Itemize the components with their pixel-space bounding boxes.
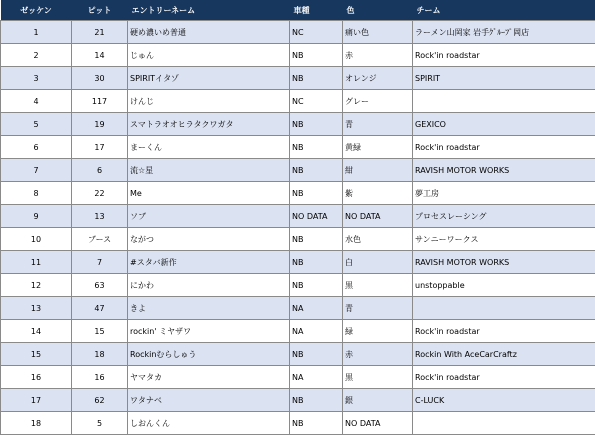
table-row	[1, 251, 595, 274]
cell-color: 紺	[343, 159, 413, 182]
cell-pit: 13	[72, 205, 128, 228]
cell-team: unstoppable	[413, 274, 595, 297]
table-row	[1, 320, 595, 343]
header-row	[1, 0, 595, 21]
table-row	[1, 67, 595, 90]
cell-entry-name: ヤマタカ	[128, 366, 290, 389]
cell-zekken: 16	[1, 366, 72, 389]
cell-entry-name: ワタナベ	[128, 389, 290, 412]
cell-pit: ブース	[72, 228, 128, 251]
cell-entry-name: Me	[128, 182, 290, 205]
cell-color: 赤	[343, 44, 413, 67]
cell-zekken: 10	[1, 228, 72, 251]
header-zekken: ゼッケン	[1, 0, 72, 21]
table-body	[1, 21, 595, 435]
cell-entry-name: まーくん	[128, 136, 290, 159]
cell-car-type: NB	[290, 136, 343, 159]
cell-team: SPIRIT	[413, 67, 595, 90]
table-row	[1, 159, 595, 182]
cell-color: 赤	[343, 343, 413, 366]
cell-entry-name: しおんくん	[128, 412, 290, 435]
cell-team: ラーメン山岡家 岩手ｸﾞﾙｰﾌﾟ岡店	[413, 21, 595, 44]
cell-entry-name: きよ	[128, 297, 290, 320]
cell-pit: 14	[72, 44, 128, 67]
cell-zekken: 8	[1, 182, 72, 205]
cell-color: グレー	[343, 90, 413, 113]
table-row	[1, 389, 595, 412]
cell-zekken: 11	[1, 251, 72, 274]
cell-entry-name: rockin' ミヤザワ	[128, 320, 290, 343]
cell-entry-name: じゅん	[128, 44, 290, 67]
cell-car-type: NB	[290, 113, 343, 136]
cell-color: 黒	[343, 274, 413, 297]
cell-team: Rockin With AceCarCraftz	[413, 343, 595, 366]
cell-car-type: NB	[290, 44, 343, 67]
cell-pit: 16	[72, 366, 128, 389]
cell-car-type: NB	[290, 228, 343, 251]
cell-team: RAVISH MOTOR WORKS	[413, 159, 595, 182]
cell-car-type: NA	[290, 320, 343, 343]
cell-car-type: NB	[290, 67, 343, 90]
table-row	[1, 412, 595, 435]
cell-color: 緑	[343, 320, 413, 343]
cell-car-type: NB	[290, 389, 343, 412]
cell-zekken: 5	[1, 113, 72, 136]
cell-pit: 30	[72, 67, 128, 90]
cell-color: 黄緑	[343, 136, 413, 159]
cell-pit: 63	[72, 274, 128, 297]
cell-pit: 19	[72, 113, 128, 136]
cell-color: 水色	[343, 228, 413, 251]
cell-entry-name: スマトラオオヒラタクワガタ	[128, 113, 290, 136]
cell-pit: 5	[72, 412, 128, 435]
cell-entry-name: 流☆星	[128, 159, 290, 182]
cell-color: 痛い色	[343, 21, 413, 44]
cell-color: 白	[343, 251, 413, 274]
cell-car-type: NB	[290, 251, 343, 274]
cell-pit: 7	[72, 251, 128, 274]
cell-entry-name: ソブ	[128, 205, 290, 228]
cell-entry-name: 硬め濃いめ普通	[128, 21, 290, 44]
header-entry-name: エントリーネーム	[128, 0, 290, 21]
cell-car-type: NB	[290, 159, 343, 182]
table-row	[1, 343, 595, 366]
cell-pit: 47	[72, 297, 128, 320]
cell-team: Rock'in roadstar	[413, 44, 595, 67]
cell-entry-name: SPIRITイタゾ	[128, 67, 290, 90]
cell-zekken: 12	[1, 274, 72, 297]
cell-pit: 18	[72, 343, 128, 366]
cell-zekken: 14	[1, 320, 72, 343]
cell-entry-name: #スタバ新作	[128, 251, 290, 274]
cell-entry-name: Rockinむらしゅう	[128, 343, 290, 366]
cell-team: Rock'in roadstar	[413, 320, 595, 343]
cell-color: NO DATA	[343, 205, 413, 228]
table-row	[1, 113, 595, 136]
cell-pit: 15	[72, 320, 128, 343]
cell-team	[413, 90, 595, 113]
header-car-type: 車種	[290, 0, 343, 21]
cell-zekken: 9	[1, 205, 72, 228]
cell-team: RAVISH MOTOR WORKS	[413, 251, 595, 274]
cell-zekken: 13	[1, 297, 72, 320]
cell-team	[413, 412, 595, 435]
cell-color: NO DATA	[343, 412, 413, 435]
cell-color: 青	[343, 297, 413, 320]
table-row	[1, 90, 595, 113]
cell-car-type: NB	[290, 274, 343, 297]
header-color: 色	[343, 0, 413, 21]
cell-team: プロセスレーシング	[413, 205, 595, 228]
cell-zekken: 3	[1, 67, 72, 90]
table-row	[1, 136, 595, 159]
table-row	[1, 274, 595, 297]
cell-car-type: NC	[290, 90, 343, 113]
cell-pit: 22	[72, 182, 128, 205]
header-team: チーム	[413, 0, 595, 21]
cell-team: Rock'in roadstar	[413, 366, 595, 389]
cell-car-type: NB	[290, 182, 343, 205]
cell-pit: 117	[72, 90, 128, 113]
cell-color: 紫	[343, 182, 413, 205]
cell-car-type: NC	[290, 21, 343, 44]
cell-zekken: 2	[1, 44, 72, 67]
table-row	[1, 205, 595, 228]
cell-car-type: NO DATA	[290, 205, 343, 228]
header-pit: ピット	[72, 0, 128, 21]
cell-team: サンニーワークス	[413, 228, 595, 251]
cell-zekken: 18	[1, 412, 72, 435]
table-row	[1, 228, 595, 251]
cell-zekken: 15	[1, 343, 72, 366]
cell-entry-name: にかわ	[128, 274, 290, 297]
cell-color: 青	[343, 113, 413, 136]
cell-pit: 6	[72, 159, 128, 182]
table-row	[1, 44, 595, 67]
cell-entry-name: けんじ	[128, 90, 290, 113]
cell-zekken: 1	[1, 21, 72, 44]
cell-team: C-LUCK	[413, 389, 595, 412]
cell-team	[413, 297, 595, 320]
cell-car-type: NA	[290, 366, 343, 389]
table-row	[1, 21, 595, 44]
cell-car-type: NA	[290, 297, 343, 320]
cell-pit: 62	[72, 389, 128, 412]
cell-entry-name: ながつ	[128, 228, 290, 251]
cell-color: 銀	[343, 389, 413, 412]
cell-pit: 17	[72, 136, 128, 159]
cell-zekken: 4	[1, 90, 72, 113]
table-row	[1, 366, 595, 389]
cell-team: Rock'in roadstar	[413, 136, 595, 159]
cell-color: 黒	[343, 366, 413, 389]
cell-team: GEXICO	[413, 113, 595, 136]
cell-zekken: 7	[1, 159, 72, 182]
table-row	[1, 297, 595, 320]
cell-pit: 21	[72, 21, 128, 44]
cell-car-type: NB	[290, 412, 343, 435]
table-header	[1, 0, 595, 21]
cell-car-type: NB	[290, 343, 343, 366]
cell-zekken: 17	[1, 389, 72, 412]
cell-team: 夢工房	[413, 182, 595, 205]
table-row	[1, 182, 595, 205]
cell-color: オレンジ	[343, 67, 413, 90]
cell-zekken: 6	[1, 136, 72, 159]
